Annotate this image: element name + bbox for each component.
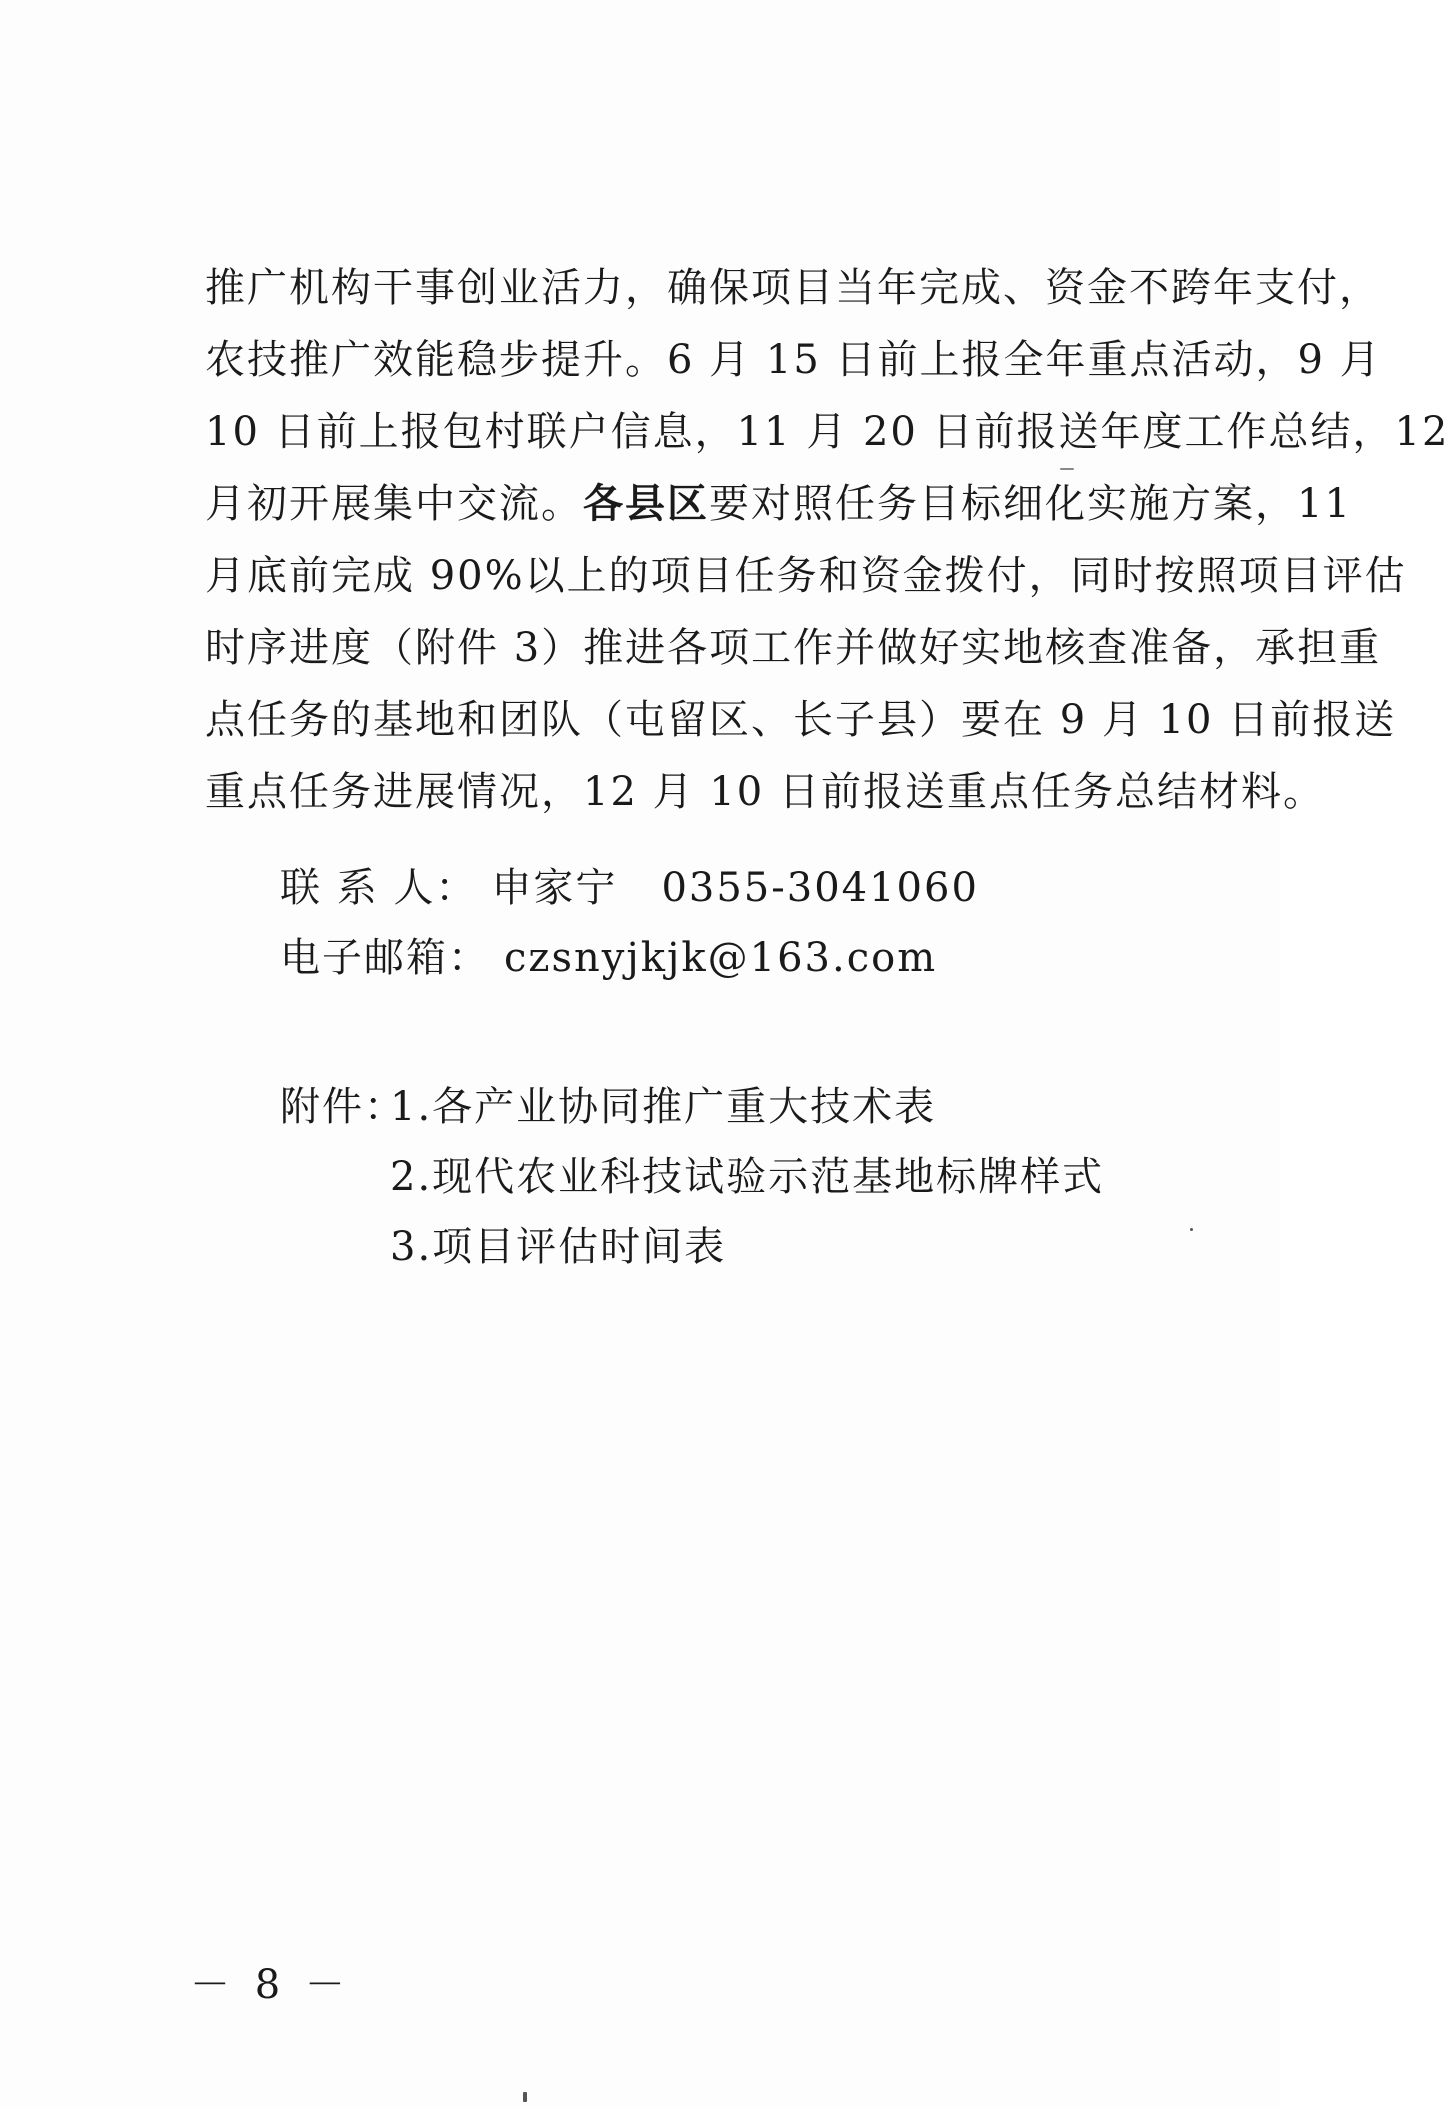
attachment-text: 2.现代农业科技试验示范基地标牌样式 bbox=[390, 1154, 1105, 1200]
contact-name: 申家宁 bbox=[491, 865, 618, 911]
contact-phone: 0355-3041060 bbox=[661, 865, 979, 911]
paragraph-line: 时序进度（附件 3）推进各项工作并做好实地核查准备，承担重 bbox=[205, 625, 1382, 671]
bold-county-label: 各县区 bbox=[583, 480, 709, 527]
paragraph-text: 要对照任务目标细化实施方案，11 bbox=[709, 481, 1352, 527]
paragraph-line: 重点任务进展情况，12 月 10 日前报送重点任务总结材料。 bbox=[205, 769, 1325, 815]
paragraph-line-with-bold bbox=[205, 468, 1352, 540]
paragraph-line: 月底前完成 90%以上的项目任务和资金拨付，同时按照项目评估 bbox=[205, 553, 1407, 599]
scan-speck bbox=[1060, 468, 1074, 470]
scan-speck bbox=[1190, 1228, 1193, 1231]
page-number: － 8 － bbox=[190, 1962, 351, 2008]
contact-person-row bbox=[280, 852, 1180, 924]
attachment-item bbox=[280, 1142, 1180, 1212]
email-label: 电子邮箱： bbox=[280, 935, 490, 981]
attachment-text: 1.各产业协同推广重大技术表 bbox=[390, 1084, 937, 1130]
email-value: czsnyjkjk@163.com bbox=[504, 935, 938, 981]
attachment-item bbox=[280, 1212, 1180, 1282]
paragraph-text: 月初开展集中交流。 bbox=[205, 481, 583, 527]
attachment-text: 3.项目评估时间表 bbox=[390, 1224, 727, 1270]
attachments-label: 附件： bbox=[280, 1084, 406, 1130]
contact-label: 联 系 人： bbox=[280, 865, 478, 911]
attachment-item bbox=[280, 1072, 1180, 1142]
paragraph-line: 农技推广效能稳步提升。6 月 15 日前上报全年重点活动，9 月 bbox=[205, 337, 1382, 383]
email-row bbox=[280, 922, 1180, 994]
body-paragraph bbox=[205, 252, 1449, 828]
paragraph-line: 推广机构干事创业活力，确保项目当年完成、资金不跨年支付， bbox=[205, 265, 1381, 311]
attachments-list bbox=[280, 1072, 1180, 1282]
scan-speck bbox=[523, 2092, 527, 2102]
paragraph-line: 10 日前上报包村联户信息，11 月 20 日前报送年度工作总结，12 bbox=[205, 409, 1449, 455]
paragraph-line: 点任务的基地和团队（屯留区、长子县）要在 9 月 10 日前报送 bbox=[205, 697, 1397, 743]
